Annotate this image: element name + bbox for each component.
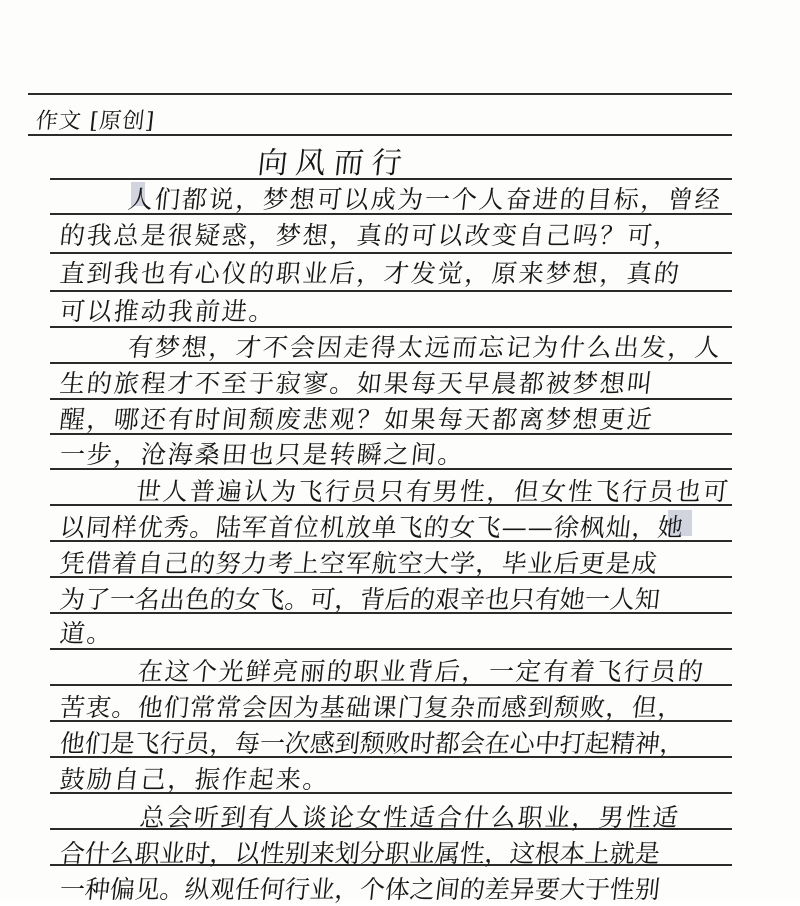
- essay-line: 一种偏见。纵观任何行业，个体之间的差异要大于性别: [58, 875, 662, 904]
- essay-line: 鼓励自己，振作起来。: [58, 765, 332, 794]
- essay-line: 总会听到有人谈论女性适合什么职业，男性适: [138, 803, 682, 832]
- essay-line: 生的旅程才不至于寂寥。如果每天早晨都被梦想叫: [58, 369, 656, 398]
- essay-line: 合什么职业时，以性别来划分职业属性，这根本上就是: [58, 839, 662, 868]
- essay-line: 一步，沧海桑田也只是转瞬之间。: [58, 440, 467, 469]
- essay-line: 为了一名出色的女飞。可，背后的艰辛也只有她一人知: [58, 585, 662, 614]
- essay-line: 有梦想，才不会因走得太远而忘记为什么出发，人: [126, 333, 724, 362]
- ruled-line: [28, 93, 732, 95]
- essay-line: 他们是飞行员，每一次感到颓败时都会在心中打起精神，: [58, 729, 687, 758]
- essay-line: 人们都说，梦想可以成为一个人奋进的目标，曾经: [126, 185, 724, 214]
- essay-line: 以同样优秀。陆军首位机放单飞的女飞——徐枫灿，她: [58, 513, 686, 542]
- essay-line: 苦衷。他们常常会因为基础课门复杂而感到颓败，但，: [58, 693, 686, 722]
- ruled-line: [50, 648, 732, 650]
- essay-line: 直到我也有心仪的职业后，才发觉，原来梦想，真的: [58, 259, 683, 288]
- essay-line: 世人普遍认为飞行员只有男性，但女性飞行员也可: [134, 477, 732, 506]
- essay-line: 在这个光鲜亮丽的职业背后，一定有着飞行员的: [136, 657, 707, 686]
- essay-header: 作文 [原创]: [34, 109, 157, 134]
- essay-line: 可以推动我前进。: [58, 297, 278, 326]
- essay-line: 的我总是很疑惑，梦想，真的可以改变自己吗？可，: [58, 221, 683, 250]
- essay-line: 凭借着自己的努力考上空军航空大学，毕业后更是成: [58, 549, 660, 578]
- essay-title: 向风而行: [255, 146, 412, 181]
- essay-line: 道。: [58, 619, 116, 648]
- essay-line: 醒，哪还有时间颓废悲观？如果每天都离梦想更近: [58, 405, 656, 434]
